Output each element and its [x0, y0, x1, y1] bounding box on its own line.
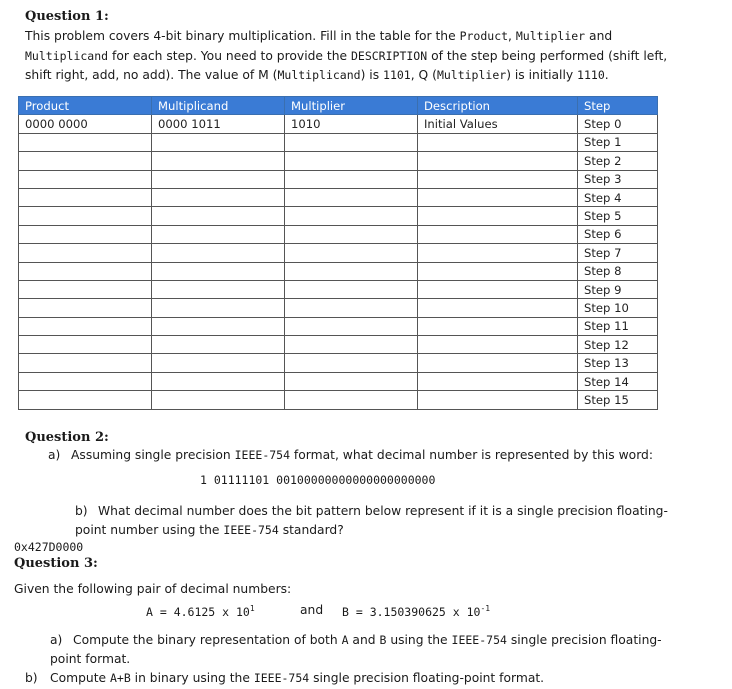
q2b-text-pre: point number using the — [75, 523, 224, 537]
multiplier-cell — [285, 170, 418, 188]
intro-code-term: Multiplier — [515, 29, 586, 43]
binary-word: 1 01111101 00100000000000000000000 — [200, 473, 436, 487]
description-cell — [418, 262, 578, 280]
step-cell: Step 11 — [578, 317, 658, 335]
multiplier-cell — [285, 299, 418, 317]
multiplicand-cell — [152, 188, 285, 206]
multiplicand-cell: 0000 1011 — [152, 115, 285, 133]
product-cell — [19, 372, 152, 390]
intro-text-run: , — [508, 29, 516, 43]
question-3a-line1 — [73, 631, 662, 651]
number-b-value: B = 3.150390625 x 10 — [342, 605, 481, 619]
step-cell: Step 15 — [578, 391, 658, 409]
step-cell: Step 9 — [578, 280, 658, 298]
product-cell — [19, 244, 152, 262]
multiplicand-cell — [152, 336, 285, 354]
number-a-equation — [146, 604, 255, 619]
description-cell — [418, 170, 578, 188]
number-b-exponent: -1 — [480, 604, 491, 613]
multiplier-cell: 1010 — [285, 115, 418, 133]
intro-code-term: Multiplicand — [25, 48, 109, 63]
multiplicand-cell — [152, 280, 285, 298]
hex-pattern: 0x427D0000 — [14, 540, 84, 554]
number-a-exponent: 1 — [249, 604, 255, 613]
q3b-text-mid: in binary using the — [130, 671, 254, 685]
question-2b-line1: What decimal number does the bit pattern below represent if it is a single precision floating- — [98, 504, 668, 518]
multiplier-cell — [285, 225, 418, 243]
table-row — [19, 170, 658, 188]
multiplicand-cell — [152, 225, 285, 243]
multiplier-cell — [285, 207, 418, 225]
q3a-text-mid: and — [348, 633, 380, 647]
description-cell — [418, 391, 578, 409]
question-3b-label: b) — [25, 671, 38, 685]
q3a-ieee-code: IEEE-754 — [451, 633, 507, 647]
product-cell — [19, 170, 152, 188]
description-cell — [418, 299, 578, 317]
description-cell: Initial Values — [418, 115, 578, 133]
step-cell: Step 1 — [578, 133, 658, 151]
intro-text-run: ) is initially — [506, 68, 578, 82]
product-cell — [19, 280, 152, 298]
product-cell — [19, 391, 152, 409]
table-row — [19, 354, 658, 372]
step-cell: Step 12 — [578, 336, 658, 354]
multiplicand-cell — [152, 152, 285, 170]
multiplier-cell — [285, 152, 418, 170]
description-cell — [418, 244, 578, 262]
step-cell: Step 2 — [578, 152, 658, 170]
number-b-equation — [342, 604, 490, 619]
product-cell — [19, 354, 152, 372]
table-row — [19, 391, 658, 409]
product-cell — [19, 152, 152, 170]
multiplier-cell — [285, 354, 418, 372]
multiplier-cell — [285, 317, 418, 335]
and-connector: and — [300, 603, 324, 617]
product-cell — [19, 225, 152, 243]
step-cell: Step 0 — [578, 115, 658, 133]
description-cell — [418, 280, 578, 298]
multiplication-steps-table — [18, 96, 658, 410]
table-header-row — [19, 97, 658, 115]
number-a-value: A = 4.6125 x 10 — [146, 605, 250, 619]
multiplier-cell — [285, 244, 418, 262]
q3a-var-a: A — [341, 633, 349, 647]
multiplier-cell — [285, 336, 418, 354]
question-3-heading: Question 3: — [14, 556, 98, 571]
multiplicand-cell — [152, 170, 285, 188]
question-2b-label: b) — [75, 504, 88, 518]
description-cell — [418, 225, 578, 243]
q3a-text-post: single precision floating- — [506, 633, 662, 647]
q3a-var-b: B — [379, 633, 387, 647]
step-cell: Step 3 — [578, 170, 658, 188]
table-row — [19, 299, 658, 317]
question-2a-label: a) — [48, 448, 61, 462]
product-cell — [19, 207, 152, 225]
description-cell — [418, 207, 578, 225]
q2a-ieee-code: IEEE-754 — [234, 448, 291, 462]
description-cell — [418, 188, 578, 206]
intro-text-run: and — [585, 29, 613, 43]
multiplicand-cell — [152, 317, 285, 335]
column-header-multiplier: Multiplier — [285, 97, 418, 115]
product-cell — [19, 336, 152, 354]
multiplicand-cell — [152, 299, 285, 317]
step-cell: Step 14 — [578, 372, 658, 390]
step-cell: Step 8 — [578, 262, 658, 280]
intro-code-term: 1110 — [577, 68, 605, 82]
intro-code-term: DESCRIPTION — [350, 48, 428, 63]
intro-code-term: 1101 — [383, 68, 411, 82]
intro-text-run: ) is — [360, 68, 384, 82]
multiplier-cell — [285, 133, 418, 151]
column-header-product: Product — [19, 97, 152, 115]
product-cell — [19, 133, 152, 151]
multiplier-cell — [285, 262, 418, 280]
description-cell — [418, 372, 578, 390]
question-2-heading: Question 2: — [25, 430, 109, 445]
q3b-text-pre: Compute — [50, 671, 110, 685]
table-row — [19, 188, 658, 206]
question-3-intro: Given the following pair of decimal numbers: — [14, 582, 292, 596]
table-row — [19, 225, 658, 243]
q3a-text-mid2: using the — [386, 633, 452, 647]
step-cell: Step 10 — [578, 299, 658, 317]
step-cell: Step 13 — [578, 354, 658, 372]
column-header-multiplicand: Multiplicand — [152, 97, 285, 115]
q3b-ieee-code: IEEE-754 — [253, 671, 310, 685]
table-row — [19, 244, 658, 262]
multiplicand-cell — [152, 207, 285, 225]
question-2b-line2 — [75, 521, 344, 541]
intro-text-run: , Q ( — [410, 68, 437, 82]
product-cell — [19, 317, 152, 335]
multiplier-cell — [285, 391, 418, 409]
question-1-heading: Question 1: — [25, 9, 109, 24]
step-cell: Step 6 — [578, 225, 658, 243]
table-row — [19, 115, 658, 133]
question-2a-text — [71, 446, 653, 466]
multiplier-cell — [285, 188, 418, 206]
question-1-intro — [25, 27, 685, 86]
table-row — [19, 133, 658, 151]
intro-code-term: Multiplier — [436, 68, 507, 82]
multiplicand-cell — [152, 354, 285, 372]
multiplicand-cell — [152, 133, 285, 151]
multiplier-cell — [285, 372, 418, 390]
column-header-description: Description — [418, 97, 578, 115]
q3a-text-pre: Compute the binary representation of both — [73, 633, 342, 647]
product-cell — [19, 188, 152, 206]
table-row — [19, 317, 658, 335]
description-cell — [418, 133, 578, 151]
multiplier-cell — [285, 280, 418, 298]
product-cell — [19, 262, 152, 280]
table-row — [19, 207, 658, 225]
step-cell: Step 7 — [578, 244, 658, 262]
description-cell — [418, 152, 578, 170]
product-cell: 0000 0000 — [19, 115, 152, 133]
question-3b-text — [50, 669, 544, 689]
table-row — [19, 280, 658, 298]
q2a-text-pre: Assuming single precision — [71, 448, 235, 462]
step-cell: Step 5 — [578, 207, 658, 225]
intro-text-run: This problem covers 4-bit binary multiplication. Fill in the table for the — [25, 29, 460, 43]
product-cell — [19, 299, 152, 317]
q3b-sum-code: A+B — [109, 671, 131, 685]
column-header-step: Step — [578, 97, 658, 115]
q3b-text-post: single precision floating-point format. — [309, 671, 545, 685]
step-cell: Step 4 — [578, 188, 658, 206]
q2a-text-post: format, what decimal number is represented by this word: — [290, 448, 653, 462]
intro-code-term: Multiplicand — [277, 68, 361, 82]
description-cell — [418, 317, 578, 335]
multiplicand-cell — [152, 391, 285, 409]
intro-code-term: Product — [459, 29, 509, 43]
q2b-text-post: standard? — [278, 523, 344, 537]
table-row — [19, 372, 658, 390]
table-row — [19, 336, 658, 354]
multiplicand-cell — [152, 262, 285, 280]
table-row — [19, 262, 658, 280]
q2b-ieee-code: IEEE-754 — [223, 523, 279, 537]
table-row — [19, 152, 658, 170]
multiplicand-cell — [152, 244, 285, 262]
intro-text-run: for each step. You need to provide the — [108, 48, 351, 63]
intro-text-run: of the step being performed (shift left, shift right, add, no add). The value of M ( — [25, 48, 668, 82]
description-cell — [418, 354, 578, 372]
question-3a-label: a) — [50, 633, 63, 647]
question-3a-line2: point format. — [50, 652, 131, 666]
multiplicand-cell — [152, 372, 285, 390]
description-cell — [418, 336, 578, 354]
intro-text-run: . — [604, 68, 609, 82]
